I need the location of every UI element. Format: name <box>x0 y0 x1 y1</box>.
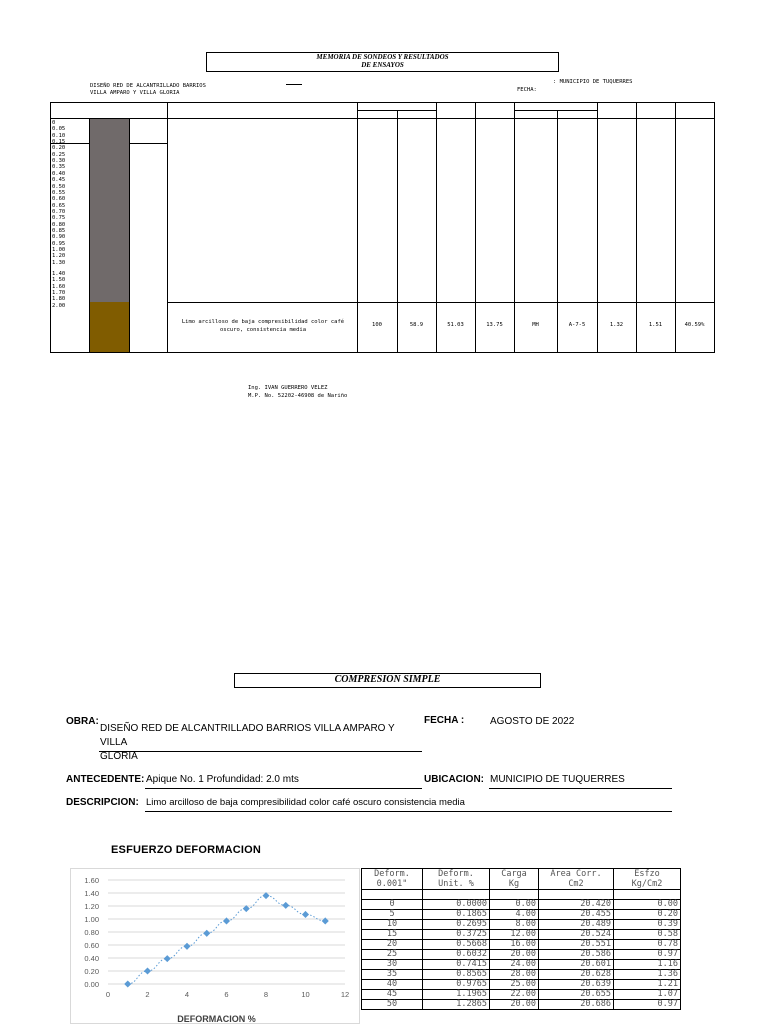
chart-title: ESFUERZO DEFORMACION <box>111 844 262 856</box>
layer-value-cell: A-7-5 <box>568 322 586 328</box>
obra-label: OBRA: <box>66 716 99 727</box>
table-cell: 20.655 <box>539 990 614 1000</box>
engineer-license: M.P. No. 52202-46908 de Nariño <box>248 393 348 399</box>
table-cell: 25.00 <box>490 980 539 990</box>
depth-label: 1.50 <box>52 277 66 284</box>
depth-label: 0.90 <box>52 234 66 241</box>
depth-label: 1.00 <box>52 247 66 253</box>
chart-x-tick-label: 4 <box>184 990 190 999</box>
layer-value-cell: 1.51 <box>648 322 663 328</box>
memoria-municipio: : MUNICIPIO DE TUQUERRES <box>553 79 633 85</box>
grid-right <box>714 102 715 353</box>
grid-col-5 <box>397 110 398 353</box>
grid-col-2 <box>129 118 130 353</box>
descripcion-label: DESCRIPCION: <box>66 797 139 808</box>
table-header-cell: Esfzo Kg/Cm2 <box>614 869 681 890</box>
engineer-name: Ing. IVAN GUERRERO VELEZ <box>248 385 328 391</box>
table-cell: 0.78 <box>614 940 681 950</box>
table-header-cell: Deform. Unit. % <box>423 869 490 890</box>
table-row <box>362 980 681 990</box>
table-cell: 1.21 <box>614 980 681 990</box>
table-row <box>362 900 681 910</box>
table-cell: 0.00 <box>490 900 539 910</box>
chart-x-tick-label: 12 <box>340 990 350 999</box>
depth-label: 0.75 <box>52 215 66 222</box>
depth-label: 2.00 <box>52 302 66 309</box>
table-row <box>362 1000 681 1010</box>
table-cell: 25 <box>362 950 423 960</box>
table-cell: 1.16 <box>614 960 681 970</box>
table-cell: 0.58 <box>614 930 681 940</box>
chart-y-tick-label: 0.00 <box>84 980 99 989</box>
table-cell: 0 <box>362 900 423 910</box>
table-cell: 40 <box>362 980 423 990</box>
descripcion-underline <box>145 811 672 812</box>
table-cell: 1.2865 <box>423 1000 490 1010</box>
ubicacion-value: MUNICIPIO DE TUQUERRES <box>490 774 625 785</box>
table-cell: 0.9765 <box>423 980 490 990</box>
depth-label: 0.35 <box>52 164 66 171</box>
grid-left <box>50 102 51 353</box>
depth-label: 0.60 <box>52 196 66 203</box>
signature-block <box>248 384 347 400</box>
table-cell: 0.39 <box>614 920 681 930</box>
chart-x-tick-label: 8 <box>263 990 269 999</box>
table-cell: 0.8565 <box>423 970 490 980</box>
memoria-obra-line2: VILLA AMPARO Y VILLA GLORIA <box>90 90 180 96</box>
grid-header-line <box>50 118 715 119</box>
layer-value-cell: 1.32 <box>609 322 624 328</box>
depth-label: 1.30 <box>52 259 66 266</box>
chart-y-tick-label: 0.20 <box>84 967 99 976</box>
chart-y-tick-label: 1.60 <box>84 876 99 885</box>
depth-label: 0.45 <box>52 177 66 184</box>
depth-label: 0.05 <box>52 126 66 133</box>
table-cell: 0.20 <box>614 910 681 920</box>
depth-label: 0.25 <box>52 151 66 158</box>
chart-frame <box>71 869 360 1024</box>
memoria-dash <box>286 84 302 85</box>
grid-col-3 <box>167 102 168 353</box>
table-cell: 1.1965 <box>423 990 490 1000</box>
stress-strain-chart <box>70 868 360 1024</box>
table-cell: 0.5668 <box>423 940 490 950</box>
table-cell: 1.36 <box>614 970 681 980</box>
depth-label: 0.50 <box>52 183 66 190</box>
depth-label: 0.20 <box>52 145 66 152</box>
memoria-title-box <box>206 52 559 72</box>
table-cell: 20.420 <box>539 900 614 910</box>
table-cell: 0.6032 <box>423 950 490 960</box>
table-cell: 0.97 <box>614 1000 681 1010</box>
grid-top <box>50 102 715 103</box>
table-cell: 24.00 <box>490 960 539 970</box>
table-cell: 22.00 <box>490 990 539 1000</box>
depth-label: 0.10 <box>52 132 66 139</box>
table-header-cell: Carga Kg <box>490 869 539 890</box>
table-cell <box>539 890 614 900</box>
grid-col-10 <box>597 102 598 353</box>
chart-y-tick-label: 0.60 <box>84 941 99 950</box>
grid-col-4 <box>357 102 358 353</box>
table-cell: 20.00 <box>490 950 539 960</box>
layer-description: Limo arcilloso de baja compresibilidad color café oscuro, consistencia media <box>181 319 345 333</box>
memoria-fecha-label: FECHA: <box>517 87 537 93</box>
table-row <box>362 940 681 950</box>
table-cell: 12.00 <box>490 930 539 940</box>
chart-y-tick-label: 1.40 <box>84 889 99 898</box>
depth-label: 1.20 <box>52 253 66 260</box>
depth-label: 0.80 <box>52 221 66 228</box>
table-cell: 20.524 <box>539 930 614 940</box>
antecedente-underline <box>145 788 422 789</box>
table-cell: 20.489 <box>539 920 614 930</box>
depth-label: 0.40 <box>52 170 66 177</box>
compression-data-table <box>361 868 681 1010</box>
table-cell: 15 <box>362 930 423 940</box>
table-cell <box>423 890 490 900</box>
table-cell: 50 <box>362 1000 423 1010</box>
table-header-row <box>362 869 681 890</box>
obra-value <box>100 722 420 764</box>
memoria-obra <box>90 83 280 97</box>
layer-value-cell: 51.03 <box>447 322 464 328</box>
obra-value-line2: GLORIA <box>100 751 138 762</box>
antecedente-value: Apique No. 1 Profundidad: 2.0 mts <box>146 774 299 785</box>
table-cell: 0.0000 <box>423 900 490 910</box>
table-cell: 5 <box>362 910 423 920</box>
ubicacion-label: UBICACION: <box>424 774 484 785</box>
table-cell: 0.7415 <box>423 960 490 970</box>
soil-layer-lower <box>90 302 129 352</box>
chart-x-tick-label: 0 <box>105 990 111 999</box>
table-cell: 0.97 <box>614 950 681 960</box>
chart-y-tick-label: 1.00 <box>84 915 99 924</box>
layer-value-cell: 100 <box>372 322 382 328</box>
table-cell: 0.1865 <box>423 910 490 920</box>
table-cell: 4.00 <box>490 910 539 920</box>
fecha-value: AGOSTO DE 2022 <box>490 716 575 727</box>
table-cell: 20.551 <box>539 940 614 950</box>
table-cell: 20.628 <box>539 970 614 980</box>
table-header-cell: Area Corr. Cm2 <box>539 869 614 890</box>
grid-col-9 <box>557 110 558 353</box>
grid-col-11 <box>636 102 637 353</box>
table-row <box>362 920 681 930</box>
depth-label: 1.70 <box>52 290 66 297</box>
grid-col-8 <box>514 102 515 353</box>
depth-label: 0.85 <box>52 227 66 234</box>
obra-value-line1: DISEÑO RED DE ALCANTRILLADO BARRIOS VILLA AMPARO Y VILLA <box>100 723 395 748</box>
memoria-obra-line1: DISEÑO RED DE ALCANTRILLADO BARRIOS <box>90 83 206 89</box>
chart-x-tick-label: 6 <box>224 990 229 999</box>
layer-value-cell: 58.9 <box>409 322 424 328</box>
table-cell: 1.07 <box>614 990 681 1000</box>
table-cell: 10 <box>362 920 423 930</box>
table-row <box>362 970 681 980</box>
memoria-title-line2: DE ENSAYOS <box>361 61 404 69</box>
depth-label: 0.15 <box>52 139 66 146</box>
table-cell: 30 <box>362 960 423 970</box>
antecedente-label: ANTECEDENTE: <box>66 774 145 785</box>
obra-underline <box>99 751 422 752</box>
chart-x-tick-label: 10 <box>301 990 310 999</box>
grid-col-7 <box>475 102 476 353</box>
depth-label: 0.65 <box>52 202 66 209</box>
table-cell <box>614 890 681 900</box>
table-cell <box>490 890 539 900</box>
table-row <box>362 990 681 1000</box>
grid-layer-line <box>167 302 715 303</box>
table-cell: 20.601 <box>539 960 614 970</box>
table-cell: 45 <box>362 990 423 1000</box>
table-cell <box>362 890 423 900</box>
table-row <box>362 910 681 920</box>
grid-subheader-b <box>514 110 597 111</box>
table-cell: 20.586 <box>539 950 614 960</box>
grid-bottom <box>50 352 715 353</box>
table-row <box>362 950 681 960</box>
grid-layer-mark <box>129 143 167 144</box>
table-cell: 0.3725 <box>423 930 490 940</box>
depth-label: 0 <box>52 120 56 126</box>
grid-col-12 <box>675 102 676 353</box>
depth-label: 1.80 <box>52 296 66 303</box>
table-cell: 28.00 <box>490 970 539 980</box>
table-cell: 0.00 <box>614 900 681 910</box>
table-cell: 20.639 <box>539 980 614 990</box>
table-header-cell: Deform. 0.001" <box>362 869 423 890</box>
table-row <box>362 960 681 970</box>
table-cell: 20.00 <box>490 1000 539 1010</box>
depth-label: 0.70 <box>52 208 66 215</box>
descripcion-value: Limo arcilloso de baja compresibilidad color café oscuro consistencia media <box>146 797 465 808</box>
table-cell: 35 <box>362 970 423 980</box>
table-cell: 20 <box>362 940 423 950</box>
chart-x-axis-label: DEFORMACION % <box>177 1014 256 1024</box>
depth-label: 1.60 <box>52 283 66 290</box>
layer-value-cell: 40.59% <box>684 322 705 328</box>
layer-value-cell: 13.75 <box>486 322 503 328</box>
depth-label: 0.95 <box>52 240 66 247</box>
ubicacion-underline <box>489 788 672 789</box>
table-cell: 16.00 <box>490 940 539 950</box>
memoria-title-line1: MEMORIA DE SONDEOS Y RESULTADOS <box>316 53 449 61</box>
compresion-title: COMPRESION SIMPLE <box>234 673 541 688</box>
depth-label: 0.55 <box>52 189 66 196</box>
table-cell: 20.686 <box>539 1000 614 1010</box>
soil-layer-upper <box>90 119 129 302</box>
chart-x-tick-label: 2 <box>145 990 150 999</box>
chart-y-tick-label: 1.20 <box>84 902 99 911</box>
table-cell: 20.455 <box>539 910 614 920</box>
fecha-label: FECHA : <box>424 715 465 726</box>
table-row <box>362 930 681 940</box>
grid-col-6 <box>436 102 437 353</box>
table-cell: 0.2695 <box>423 920 490 930</box>
table-blank-row <box>362 890 681 900</box>
depth-label: 0.30 <box>52 158 66 165</box>
layer-value-cell: MH <box>532 322 539 328</box>
table-cell: 8.00 <box>490 920 539 930</box>
depth-label: 1.40 <box>52 271 66 278</box>
chart-y-tick-label: 0.40 <box>84 954 99 963</box>
chart-y-tick-label: 0.80 <box>84 928 99 937</box>
